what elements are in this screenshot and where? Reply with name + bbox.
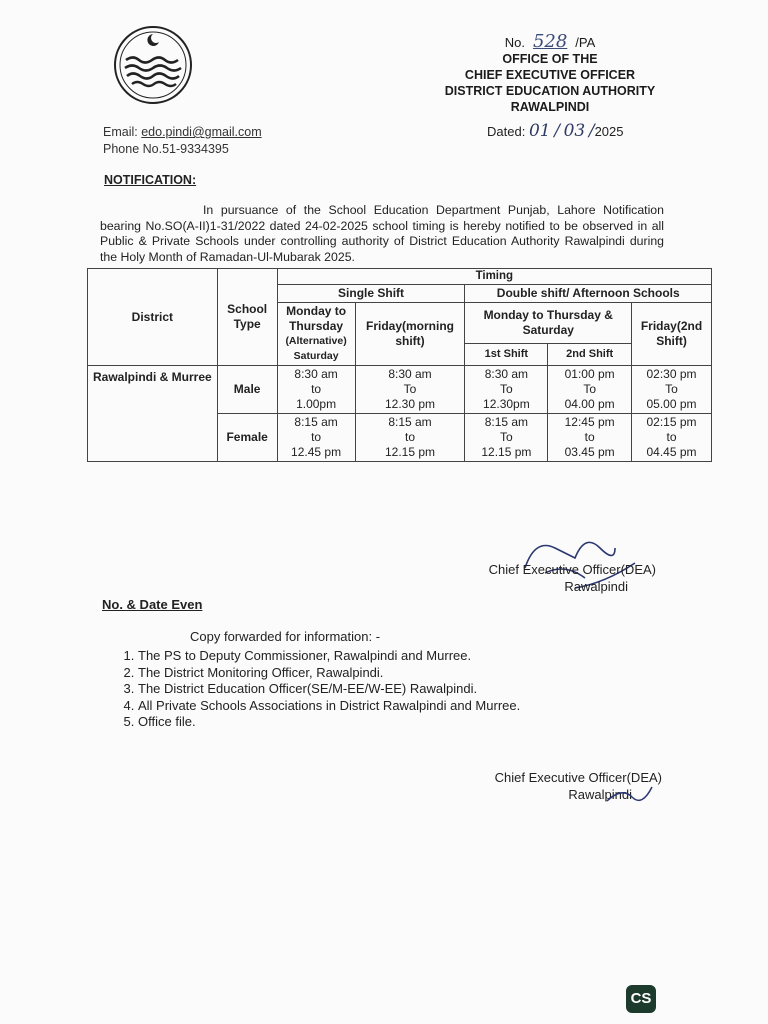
punjab-emblem-logo	[112, 24, 194, 106]
cell-male-c1: 8:30 am to 1.00pm	[277, 366, 355, 414]
office-line-4: RAWALPINDI	[510, 100, 590, 114]
table-row-male	[88, 366, 712, 414]
signatory-title-2: Chief Executive Officer(DEA)	[494, 770, 662, 785]
timing-table	[87, 268, 712, 462]
contact-block	[103, 124, 262, 158]
cell-male-c3: 8:30 am To 12.30pm	[465, 366, 548, 414]
cell-female-c1: 8:15 am to 12.45 pm	[277, 414, 355, 462]
signature-block-1	[458, 561, 656, 595]
cell-male-c5: 02:30 pm To 05.00 pm	[632, 366, 712, 414]
header-mon-sat: Monday to Thursday & Saturday	[465, 303, 632, 344]
cell-female-c4: 12:45 pm to 03.45 pm	[548, 414, 632, 462]
cell-district: Rawalpindi & Murree	[88, 366, 218, 462]
copy-intro: Copy forwarded for information: -	[190, 629, 381, 644]
phone-number: Phone No.51-9334395	[103, 142, 229, 156]
cell-female-c3: 8:15 am To 12.15 pm	[465, 414, 548, 462]
email-link[interactable]: edo.pindi@gmail.com	[141, 125, 262, 139]
office-line-2: CHIEF EXECUTIVE OFFICER	[464, 68, 636, 82]
header-1st-shift: 1st Shift	[465, 343, 548, 365]
header-district: District	[88, 269, 218, 366]
handwritten-month: 03	[563, 121, 586, 141]
endorsement-heading: No. & Date Even	[102, 597, 203, 612]
header-alt-saturday: (Alternative) Saturday	[285, 335, 347, 362]
cell-male-c4: 01:00 pm To 04.00 pm	[548, 366, 632, 414]
signatory-place-1: Rawalpindi	[564, 579, 628, 594]
cell-male-c2: 8:30 am To 12.30 pm	[355, 366, 465, 414]
cell-male: Male	[217, 366, 277, 414]
copy-list	[118, 648, 520, 731]
list-item: 5. Office file.	[138, 714, 520, 731]
header-friday-morning: Friday(morning shift)	[355, 303, 465, 366]
office-block	[430, 31, 670, 115]
signatory-place-2: Rawalpindi	[568, 787, 632, 802]
signatory-title-1: Chief Executive Officer(DEA)	[488, 562, 656, 577]
header-double-shift: Double shift/ Afternoon Schools	[465, 285, 712, 303]
header-timing: Timing	[277, 269, 711, 285]
notification-paragraph: In pursuance of the School Education Department Punjab, Lahore Notification bearing No.SO(A-II)1-31/2022 dated 24-02-2025 school timing is hereby notified to be observed in all Public & Private Schools under controlling authority of District Education Authority Rawalpindi during the Holy Month of Ramadan-Ul-Mubarak 2025.	[100, 203, 664, 264]
header-friday-2nd: Friday(2nd Shift)	[632, 303, 712, 366]
dated-year: 2025	[594, 124, 624, 139]
header-2nd-shift: 2nd Shift	[548, 343, 632, 365]
cell-female: Female	[217, 414, 277, 462]
dated-line: Dated: 01 / 03 /2025	[487, 121, 624, 141]
list-item: 4. All Private Schools Associations in District Rawalpindi and Murree.	[138, 698, 520, 715]
reference-number: No. 528 /PA	[504, 31, 596, 52]
office-line-3: DISTRICT EDUCATION AUTHORITY	[444, 84, 656, 98]
signature-scribble-2	[605, 783, 655, 807]
cell-female-c2: 8:15 am to 12.15 pm	[355, 414, 465, 462]
handwritten-day: 01	[528, 121, 551, 141]
header-monday-thursday: Monday to Thursday (Alternative) Saturday	[277, 303, 355, 366]
cell-female-c5: 02:15 pm to 04.45 pm	[632, 414, 712, 462]
header-single-shift: Single Shift	[277, 285, 465, 303]
office-line-1: OFFICE OF THE	[502, 52, 598, 66]
email-label: Email:	[103, 125, 138, 139]
list-item: 1. The PS to Deputy Commissioner, Rawalpindi and Murree.	[138, 648, 520, 665]
notification-heading: NOTIFICATION:	[104, 173, 197, 187]
handwritten-ref-number: 528	[532, 31, 568, 52]
list-item: 3. The District Education Officer(SE/M-EE/W-EE) Rawalpindi.	[138, 681, 520, 698]
camscanner-badge: CS	[626, 985, 656, 1013]
header-school-type: School Type	[217, 269, 277, 366]
list-item: 2. The District Monitoring Officer, Rawalpindi.	[138, 665, 520, 682]
